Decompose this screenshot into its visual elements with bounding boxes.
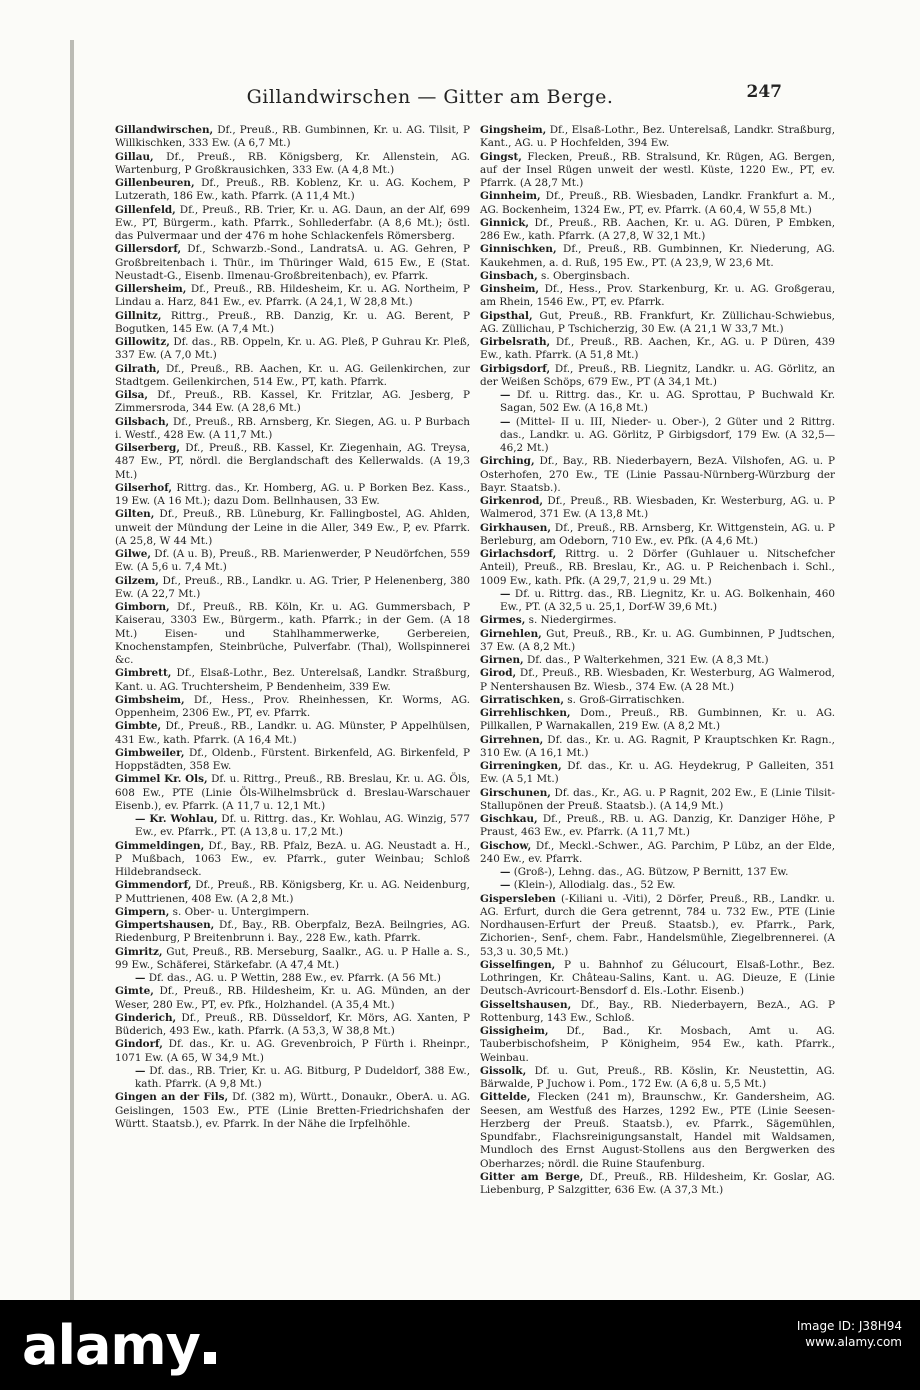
gazetteer-entry — [115, 601, 470, 667]
entry-headword: Gilserberg, — [115, 442, 180, 454]
entry-headword: Girnen, — [480, 654, 524, 666]
gazetteer-entry — [480, 310, 835, 337]
entry-text: Df. (A u. B), Preuß., RB. Marienwerder, P Neudörfchen, 559 Ew. (A 5,6 u. 7,4 Mt.) — [115, 548, 470, 574]
entry-text: Df., Meckl.-Schwer., AG. Parchim, P Lübz, an der Elde, 240 Ew., ev. Pfarrk. — [480, 839, 835, 865]
entry-text: Rittrg. das., Kr. Homberg, AG. u. P Borken Bez. Kass., 19 Ew. (A 16 Mt.); dazu Dom. Bellnhausen, 33 Ew. — [115, 481, 470, 507]
entry-headword: Girbelsrath, — [480, 336, 551, 348]
gazetteer-entry — [115, 204, 470, 244]
entry-text: Df., Preuß., RB. u. AG. Danzig, Kr. Danziger Höhe, P Praust, 463 Ew., ev. Pfarrk. (A 11,7 Mt.) — [480, 813, 835, 839]
entry-text: Df., Preuß., RB. Hildesheim, Kr. Goslar, AG. Liebenburg, P Salzgitter, 636 Ew. (A 37,3 Mt.) — [480, 1170, 835, 1196]
gazetteer-entry — [115, 389, 470, 416]
entry-text: (Klein-), Allodialg. das., 52 Ew. — [510, 879, 676, 892]
gazetteer-entry — [480, 999, 835, 1026]
entry-headword: Girmes, — [480, 614, 526, 627]
entry-text: Dom., Preuß., RB. Gumbinnen, Kr. u. AG. Pillkallen, P Warnakallen, 219 Ew. (A 8,2 Mt.) — [480, 707, 835, 733]
gazetteer-entry — [115, 1038, 470, 1065]
stock-watermark-banner — [0, 1300, 920, 1390]
entry-text: Rittrg. u. 2 Dörfer (Guhlauer u. Nitschefcher Anteil), Preuß., RB. Breslau, Kr., AG. u. P Reichenbach i. Schl., 1009 Ew., kath. Pfk. (A 29,7, 21,9 u. 29 Mt.) — [480, 548, 835, 587]
entry-text: Gut, Preuß., RB., Kr. u. AG. Gumbinnen, P Judtschen, 37 Ew. (A 8,2 Mt.) — [480, 627, 835, 653]
gazetteer-entry — [115, 283, 470, 310]
entry-text: Flecken (241 m), Braunschw., Kr. Gandersheim, AG. Seesen, am Westfuß des Harzes, 1292 Ew., PTE (Linie Seesen-Herzberg der Preuß. Staatsb.), ev. Pfarrk., Sägemühlen, Spundfabr., Flachsreinigungsanstalt, Handel mit Waldsamen, Mundloch des Ernst August-Stollens aus den Bergwerken des Oberharzes; nördl. die Ruine Staufenburg. — [480, 1091, 835, 1170]
running-head-title: Gillandwirschen — Gitter am Berge. — [246, 86, 614, 108]
entry-text: Df., Preuß., RB. Wiesbaden, Kr. Westerburg, AG. u. P Walmerod, 371 Ew. (A 13,8 Mt.) — [480, 495, 835, 521]
entry-headword: Gillenfeld, — [115, 203, 176, 216]
entry-headword: Ginnheim, — [480, 190, 541, 203]
entry-headword: Gisselfingen, — [480, 958, 556, 971]
gazetteer-entry — [480, 522, 835, 549]
entry-text: Df., Preuß., RB. Hildesheim, Kr. u. AG. Northeim, P Lindau a. Harz, 841 Ew., ev. Pfarrk. (A 24,1, W 28,8 Mt.) — [115, 283, 470, 309]
entry-headword: Gimborn, — [115, 601, 170, 613]
gazetteer-entry — [115, 177, 470, 204]
entry-headword: Ginnick, — [480, 216, 530, 229]
left-column — [115, 124, 470, 1131]
entry-text: Df., Hess., Prov. Starkenburg, Kr. u. AG. Großgerau, am Rhein, 1546 Ew., PT, ev. Pfarrk. — [480, 283, 835, 309]
entry-headword: Ginsbach, — [480, 269, 538, 282]
gazetteer-entry — [480, 879, 835, 892]
gazetteer-entry — [115, 813, 470, 840]
entry-text: Df. das., P Walterkehmen, 321 Ew. (A 8,3 Mt.) — [523, 654, 769, 666]
page-number: 247 — [746, 82, 782, 102]
gazetteer-entry — [115, 985, 470, 1012]
entry-headword: Girlachsdorf, — [480, 548, 557, 560]
gazetteer-entry — [480, 1091, 835, 1171]
entry-text: Flecken, Preuß., RB. Stralsund, Kr. Rügen, AG. Bergen, auf der Insel Rügen unweit der westl. Küste, 1220 Ew., PT, ev. Pfarrk. (A 28,7 Mt.) — [480, 150, 835, 189]
entry-text: Df., Hess., Prov. Rheinhessen, Kr. Worms, AG. Oppenheim, 2306 Ew., PT, ev. Pfarrk. — [115, 693, 470, 719]
gazetteer-entry — [115, 124, 470, 151]
gazetteer-entry — [480, 614, 835, 627]
entry-headword: Gimbrett, — [115, 667, 172, 680]
gazetteer-entry — [115, 336, 470, 363]
entry-text: Df., Preuß., RB. Koblenz, Kr. u. AG. Kochem, P Lutzerath, 186 Ew., kath. Pfarrk. (A 11,4 Mt.) — [115, 177, 470, 203]
entry-headword: Gilrath, — [115, 362, 160, 375]
entry-text: Df., Preuß., RB., Landkr. u. AG. Münster, P Appelhülsen, 431 Ew., kath. Pfarrk. (A 16,4 Mt.) — [115, 720, 470, 746]
entry-text: Df. u. Rittrg., Preuß., RB. Breslau, Kr. u. AG. Öls, 608 Ew., PTE (Linie Öls-Wilhelmsbrück d. Breslau-Warschauer Eisenb.), ev. Pfarrk. (A 11,7 u. 12,1 Mt.) — [115, 773, 470, 812]
gazetteer-entry — [115, 548, 470, 575]
entry-text: Df., Preuß., RB. Aachen, Kr. u. AG. Geilenkirchen, zur Stadtgem. Geilenkirchen, 514 Ew., PT, kath. Pfarrk. — [115, 362, 470, 388]
entry-text: Df. u. Gut, Preuß., RB. Köslin, Kr. Neustettin, AG. Bärwalde, P Juchow i. Pom., 172 Ew. (A 6,8 u. 5,5 Mt.) — [480, 1064, 835, 1090]
gazetteer-entry — [115, 1065, 470, 1092]
gazetteer-entry — [480, 588, 835, 615]
entry-headword: — — [500, 866, 511, 878]
entry-headword: Gissolk, — [480, 1064, 527, 1077]
entry-headword: Gimpern, — [115, 905, 170, 918]
entry-headword: Gischow, — [480, 839, 532, 852]
entry-headword: Gingst, — [480, 150, 522, 163]
entry-text: Rittrg., Preuß., RB. Danzig, Kr. u. AG. Berent, P Bogutken, 145 Ew. (A 7,4 Mt.) — [115, 309, 470, 335]
gazetteer-entry — [115, 508, 470, 548]
entry-headword: Gisseltshausen, — [480, 998, 572, 1011]
entry-text: Df. das., Kr. u. AG. Grevenbroich, P Fürth i. Rheinpr., 1071 Ew. (A 65, W 34,9 Mt.) — [115, 1038, 470, 1064]
entry-headword: Ginsheim, — [480, 283, 539, 295]
entry-text: Df. u. Rittrg. das., RB. Liegnitz, Kr. u. AG. Bolkenhain, 460 Ew., PT. (A 32,5 u. 25,1, Dorf-W 39,6 Mt.) — [500, 587, 835, 613]
gazetteer-entry — [115, 919, 470, 946]
gazetteer-entry — [480, 813, 835, 840]
entry-text: Df., Preuß., RB. Hildesheim, Kr. u. AG. Münden, an der Weser, 280 Ew., PT, ev. Pfk., Holzhandel. (A 35,4 Mt.) — [115, 985, 470, 1011]
entry-headword: Gingsheim, — [480, 124, 547, 136]
image-id-label: Image ID: J38H94 — [796, 1319, 902, 1333]
entry-text: Df., Preuß., RB. Köln, Kr. u. AG. Gummersbach, P Kaiserau, 3303 Ew., Bürgerm., kath. Pfarrk.; in der Gem. (A 18 Mt.) Eisen- und Stahlhammerwerke, Gerbereien, Knochenstampfen, Steinbrüche, Pulverfabr. (Thal), Wollspinnerei &c. — [115, 601, 470, 666]
entry-text: Df., Preuß., RB. Liegnitz, Landkr. u. AG. Görlitz, an der Weißen Schöps, 679 Ew., PT (A 34,1 Mt.) — [480, 362, 835, 388]
entry-headword: Ginnischken, — [480, 243, 557, 256]
gazetteer-entry — [480, 243, 835, 270]
entry-headword: Gimbte, — [115, 720, 162, 733]
gazetteer-entry — [115, 416, 470, 443]
entry-text: s. Groß-Girratischken. — [563, 693, 685, 706]
gazetteer-entry — [480, 1025, 835, 1065]
entry-headword: Girkhausen, — [480, 521, 551, 534]
gazetteer-entry — [115, 879, 470, 906]
entry-headword: Girod, — [480, 667, 517, 680]
entry-headword: Gispersleben — [480, 892, 556, 905]
entry-headword: Girratischken, — [480, 693, 564, 706]
gazetteer-entry — [115, 747, 470, 774]
gazetteer-entry — [480, 124, 835, 151]
gazetteer-entry — [480, 495, 835, 522]
entry-headword: Gitter am Berge, — [480, 1170, 584, 1183]
entry-headword: — — [500, 587, 511, 600]
entry-headword: Gillersdorf, — [115, 243, 182, 256]
gazetteer-entry — [480, 959, 835, 999]
gazetteer-entry — [115, 906, 470, 919]
gazetteer-entry — [480, 416, 835, 456]
entry-headword: Gillandwirschen, — [115, 124, 214, 136]
entry-headword: — Kr. Wohlau, — [135, 813, 218, 825]
entry-headword: Gillau, — [115, 150, 154, 163]
entry-text: Df., Preuß., RB. Wiesbaden, Kr. Westerburg, AG Walmerod, P Nentershausen Bz. Wiesb., 374 Ew. (A 28 Mt.) — [480, 667, 835, 693]
entry-headword: Girnehlen, — [480, 627, 542, 640]
site-url[interactable]: www.alamy.com — [805, 1335, 902, 1349]
entry-text: Df., Preuß., RB. Gumbinnen, Kr. Niederung, AG. Kaukehmen, a. d. Ruß, 195 Ew., PT. (A 23,9, W 23,6 Mt. — [480, 243, 835, 269]
entry-text: Df., Bay., RB. Pfalz, BezA. u. AG. Neustadt a. H., P Mußbach, 1063 Ew., ev. Pfarrk., guter Weinbau; Schloß Hildebrandseck. — [115, 839, 470, 878]
entry-headword: Gilten, — [115, 508, 155, 521]
entry-text: Df., Preuß., RB. Aachen, Kr., AG. u. P Düren, 439 Ew., kath. Pfarrk. (A 51,8 Mt.) — [480, 336, 835, 362]
gazetteer-entry — [115, 667, 470, 694]
entry-headword: — — [135, 972, 146, 984]
entry-headword: Gimmel Kr. Ols, — [115, 773, 208, 786]
entry-text: Df. das., Kr. u. AG. Ragnit, P Krauptschken Kr. Ragn., 310 Ew. (A 16,1 Mt.) — [480, 733, 835, 759]
entry-text: (Mittel- II u. III, Nieder- u. Ober-), 2 Güter und 2 Rittrg. das., Landkr. u. AG. Görlitz, P Girbigsdorf, 179 Ew. (A 32,5—46,2 Mt.) — [500, 415, 835, 454]
entry-text: Df., Preuß., RB. Trier, Kr. u. AG. Daun, an der Alf, 699 Ew., PT, Bürgerm., kath. Pfarrk., Sohllederfabr. (A 8,6 Mt.); östl. das Pulvermaar und der 476 m hohe Schlackenfels Römersberg. — [115, 203, 470, 242]
entry-text: Gut, Preuß., RB. Frankfurt, Kr. Züllichau-Schwiebus, AG. Züllichau, P Tschicherzig, 30 Ew. (A 21,1 W 33,7 Mt.) — [480, 309, 835, 335]
gazetteer-entry — [115, 243, 470, 283]
gazetteer-entry — [115, 972, 470, 985]
entry-headword: Gillenbeuren, — [115, 177, 195, 189]
entry-headword: — — [135, 1064, 146, 1077]
entry-headword: Girreningken, — [480, 760, 562, 772]
entry-text: Df. u. Rittrg. das., Kr. u. AG. Sprottau, P Buchwald Kr. Sagan, 502 Ew. (A 16,8 Mt.) — [500, 389, 835, 415]
entry-text: Df. das., AG. u. P Wettin, 288 Ew., ev. Pfarrk. (A 56 Mt.) — [145, 972, 441, 984]
entry-text: Df. das., RB. Trier, Kr. u. AG. Bitburg, P Dudeldorf, 388 Ew., kath. Pfarrk. (A 9,8 Mt.) — [135, 1064, 470, 1090]
entry-headword: Gindorf, — [115, 1038, 163, 1051]
entry-headword: — — [500, 415, 511, 428]
gazetteer-entry — [480, 866, 835, 879]
entry-headword: Gimbweiler, — [115, 746, 185, 759]
entry-headword: Gipsthal, — [480, 309, 533, 322]
gazetteer-entry — [115, 363, 470, 390]
entry-text: Df., Preuß., RB. Düsseldorf, Kr. Mörs, AG. Xanten, P Büderich, 493 Ew., kath. Pfarrk. (A 53,3, W 38,8 Mt.) — [115, 1011, 470, 1037]
entry-headword: Girching, — [480, 455, 535, 468]
entry-headword: Gilserhof, — [115, 481, 173, 494]
entry-text: Df., Elsaß-Lothr., Bez. Unterelsaß, Landkr. Straßburg, Kant. u. AG. Truchtersheim, P Bendenheim, 339 Ew. — [115, 667, 470, 693]
entry-text: (Groß-), Lehng. das., AG. Bützow, P Bernitt, 137 Ew. — [510, 866, 789, 878]
entry-headword: Gimte, — [115, 985, 154, 998]
entry-headword: — — [500, 879, 511, 892]
entry-headword: Gilwe, — [115, 548, 151, 560]
entry-text: Df., Preuß., RB. Kassel, Kr. Fritzlar, AG. Jesberg, P Zimmersroda, 344 Ew. (A 28,6 Mt.) — [115, 389, 470, 415]
gazetteer-entry — [115, 310, 470, 337]
entry-headword: Gimmeldingen, — [115, 839, 205, 852]
entry-headword: Gissigheim, — [480, 1025, 549, 1037]
gazetteer-entry — [480, 548, 835, 588]
entry-text: Df., Preuß., RB. Arnsberg, Kr. Wittgenstein, AG. u. P Berleburg, am Odeborn, 710 Ew., ev. Pfk. (A 4,6 Mt.) — [480, 521, 835, 547]
gazetteer-entry — [115, 1012, 470, 1039]
gazetteer-entry — [115, 694, 470, 721]
entry-headword: Girkenrod, — [480, 495, 543, 507]
entry-text: Df., Preuß., RB. Gumbinnen, Kr. u. AG. Tilsit, P Willkischken, 333 Ew. (A 6,7 Mt.) — [115, 124, 470, 150]
gazetteer-entry — [480, 707, 835, 734]
entry-headword: Gittelde, — [480, 1091, 531, 1104]
entry-text: Df., Preuß., RB. Kassel, Kr. Ziegenhain, AG. Treysa, 487 Ew., PT, nördl. die Berglandschaft des Kellerwalds. (A 19,3 Mt.) — [115, 442, 470, 481]
gazetteer-entry — [115, 1091, 470, 1131]
entry-text: Df., Bay., RB. Niederbayern, BezA. Vilshofen, AG. u. P Osterhofen, 270 Ew., TE (Linie Passau-Nürnberg-Würzburg der Bayr. Staatsb.). — [480, 455, 835, 494]
entry-headword: Gischkau, — [480, 813, 538, 825]
entry-text: P u. Bahnhof zu Gélucourt, Elsaß-Lothr., Bez. Lothringen, Kr. Château-Salins, Kant. u. AG. Dieuze, E (Linie Deutsch-Avricourt-Bensdorf d. Els.-Lothr. Eisenb.) — [480, 958, 835, 998]
gazetteer-entry — [115, 946, 470, 973]
gazetteer-entry — [480, 336, 835, 363]
entry-headword: Gilzem, — [115, 574, 159, 587]
entry-headword: Gimritz, — [115, 945, 163, 958]
gazetteer-entry — [480, 363, 835, 390]
entry-text: Df., Bay., RB. Oberpfalz, BezA. Beilngries, AG. Riedenburg, P Breitenbrunn i. Bay., 228 Ew., kath. Pfarrk. — [115, 919, 470, 945]
entry-text: s. Oberginsbach. — [537, 269, 630, 282]
entry-text: Df., Preuß., RB. Königsberg, Kr. Allenstein, AG. Wartenburg, P Großkrausichken, 333 Ew. (A 4,8 Mt.) — [115, 150, 470, 176]
entry-text: Df. das., RB. Oppeln, Kr. u. AG. Pleß, P Guhrau Kr. Pleß, 337 Ew. (A 7,0 Mt.) — [115, 336, 470, 362]
gazetteer-entry — [115, 720, 470, 747]
entry-headword: — — [500, 389, 511, 401]
gazetteer-entry — [480, 893, 835, 959]
entry-headword: Girrehlischken, — [480, 707, 571, 719]
entry-text: Df., Preuß., RB. Königsberg, Kr. u. AG. Neidenburg, P Muttrienen, 408 Ew. (A 2,8 Mt.) — [115, 879, 470, 905]
gazetteer-entry — [480, 667, 835, 694]
entry-text: Df., Schwarzb.-Sond., LandratsA. u. AG. Gehren, P Großbreitenbach i. Thür., im Thüringer Wald, 615 Ew., E (Stat. Neustadt-G., Eisenb. Ilmenau-Großbreitenbach), ev. Pfarrk. — [115, 243, 470, 282]
entry-text: Gut, Preuß., RB. Merseburg, Saalkr., AG. u. P Halle a. S., 99 Ew., Schäferei, Stärkefabr. (A 47,4 Mt.) — [115, 945, 470, 971]
entry-text: s. Ober- u. Untergimpern. — [169, 905, 310, 918]
gazetteer-entry — [115, 773, 470, 813]
gazetteer-entry — [115, 840, 470, 880]
gazetteer-entry — [115, 575, 470, 602]
gazetteer-entry — [480, 389, 835, 416]
entry-text: Df., Bay., RB. Niederbayern, BezA., AG. P Rottenburg, 143 Ew., Schloß. — [480, 998, 835, 1024]
entry-text: Df., Preuß., RB. Lüneburg, Kr. Fallingbostel, AG. Ahlden, unweit der Mündung der Leine in die Aller, 349 Ew., P, ev. Pfarrk. (A 25,8, W 44 Mt.) — [115, 508, 470, 547]
entry-text: s. Niedergirmes. — [525, 614, 617, 627]
entry-text: Df. das., Kr. u. AG. Heydekrug, P Galleiten, 351 Ew. (A 5,1 Mt.) — [480, 760, 835, 786]
gazetteer-entry — [480, 840, 835, 867]
banner-info — [797, 1318, 902, 1350]
running-header — [80, 82, 780, 116]
entry-headword: Gilsa, — [115, 389, 148, 401]
gazetteer-entry — [480, 455, 835, 495]
entry-text: Df. (382 m), Württ., Donaukr., OberA. u. AG. Geislingen, 1503 Ew., PTE (Linie Bretten-Friedrichshafen der Württ. Staatsb.), ev. Pfarrk. In der Nähe die Irpfelhöhle. — [115, 1091, 470, 1130]
entry-headword: Gilsbach, — [115, 415, 170, 428]
entry-headword: Gillersheim, — [115, 283, 187, 295]
gazetteer-entry — [480, 283, 835, 310]
logo-square-icon — [204, 1352, 216, 1364]
entry-text: Df. das., Kr., AG. u. P Ragnit, 202 Ew., E (Linie Tilsit-Stallupönen der Preuß. Staatsb.). (A 14,9 Mt.) — [480, 786, 835, 812]
entry-text: Df., Preuß., RB., Landkr. u. AG. Trier, P Helenenberg, 380 Ew. (A 22,7 Mt.) — [115, 574, 470, 600]
gazetteer-entry — [480, 760, 835, 787]
gazetteer-entry — [480, 654, 835, 667]
gazetteer-entry — [480, 787, 835, 814]
entry-text: Df. u. Rittrg. das., Kr. Wohlau, AG. Winzig, 577 Ew., ev. Pfarrk., PT. (A 13,8 u. 17,2 Mt.) — [135, 813, 470, 839]
entry-text: (-Kiliani u. -Viti), 2 Dörfer, Preuß., RB., Landkr. u. AG. Erfurt, durch die Gera getrennt, 784 u. 732 Ew., PTE (Linie Nordhausen-Erfurt der Preuß. Staatsb.), ev. Pfarrk., Park, Zichorien-, Senf-, chem. Fabr., Handelsmühle, Ziegelbrennerei. (A 53,3 u. 30,5 Mt.) — [480, 892, 835, 958]
entry-headword: Gimmendorf, — [115, 879, 192, 892]
entry-headword: Girbigsdorf, — [480, 362, 551, 375]
gazetteer-entry — [115, 442, 470, 482]
alamy-logo: alamy — [22, 1314, 216, 1377]
entry-headword: Gillowitz, — [115, 336, 170, 348]
gazetteer-entry — [480, 734, 835, 761]
entry-headword: Gingen an der Fils, — [115, 1091, 229, 1104]
entry-headword: Gimbsheim, — [115, 693, 185, 706]
gazetteer-entry — [480, 628, 835, 655]
entry-headword: Girrehnen, — [480, 733, 544, 746]
gazetteer-entry — [480, 151, 835, 191]
entry-headword: Girschunen, — [480, 786, 551, 799]
gazetteer-entry — [115, 151, 470, 178]
entry-headword: Gillnitz, — [115, 309, 162, 322]
entry-text: Df., Preuß., RB. Wiesbaden, Landkr. Frankfurt a. M., AG. Bockenheim, 1324 Ew., PT, ev. Pfarrk. (A 60,4, W 55,8 Mt.) — [480, 190, 835, 216]
entry-text: Df., Preuß., RB. Aachen, Kr. u. AG. Düren, P Embken, 286 Ew., kath. Pfarrk. (A 27,8, W 32,1 Mt.) — [480, 216, 835, 242]
entry-headword: Ginderich, — [115, 1011, 177, 1024]
gazetteer-entry — [480, 270, 835, 283]
entry-text: Df., Elsaß-Lothr., Bez. Unterelsaß, Landkr. Straßburg, Kant., AG. u. P Hochfelden, 394 Ew. — [480, 124, 835, 150]
gazetteer-entry — [480, 694, 835, 707]
gazetteer-entry — [480, 1171, 835, 1198]
page-edge-shadow — [70, 40, 74, 1300]
entry-headword: Gimpertshausen, — [115, 919, 215, 931]
right-column — [480, 124, 835, 1197]
gazetteer-entry — [480, 217, 835, 244]
gazetteer-entry — [480, 190, 835, 217]
entry-text: Df., Bad., Kr. Mosbach, Amt u. AG. Tauberbischofsheim, P Königheim, 954 Ew., kath. Pfarrk., Weinbau. — [480, 1025, 835, 1064]
gazetteer-entry — [480, 1065, 835, 1092]
entry-text: Df., Preuß., RB. Arnsberg, Kr. Siegen, AG. u. P Burbach i. Westf., 428 Ew. (A 11,7 Mt.) — [115, 415, 470, 441]
entry-text: Df., Oldenb., Fürstent. Birkenfeld, AG. Birkenfeld, P Hoppstädten, 358 Ew. — [115, 746, 470, 772]
gazetteer-entry — [115, 482, 470, 509]
